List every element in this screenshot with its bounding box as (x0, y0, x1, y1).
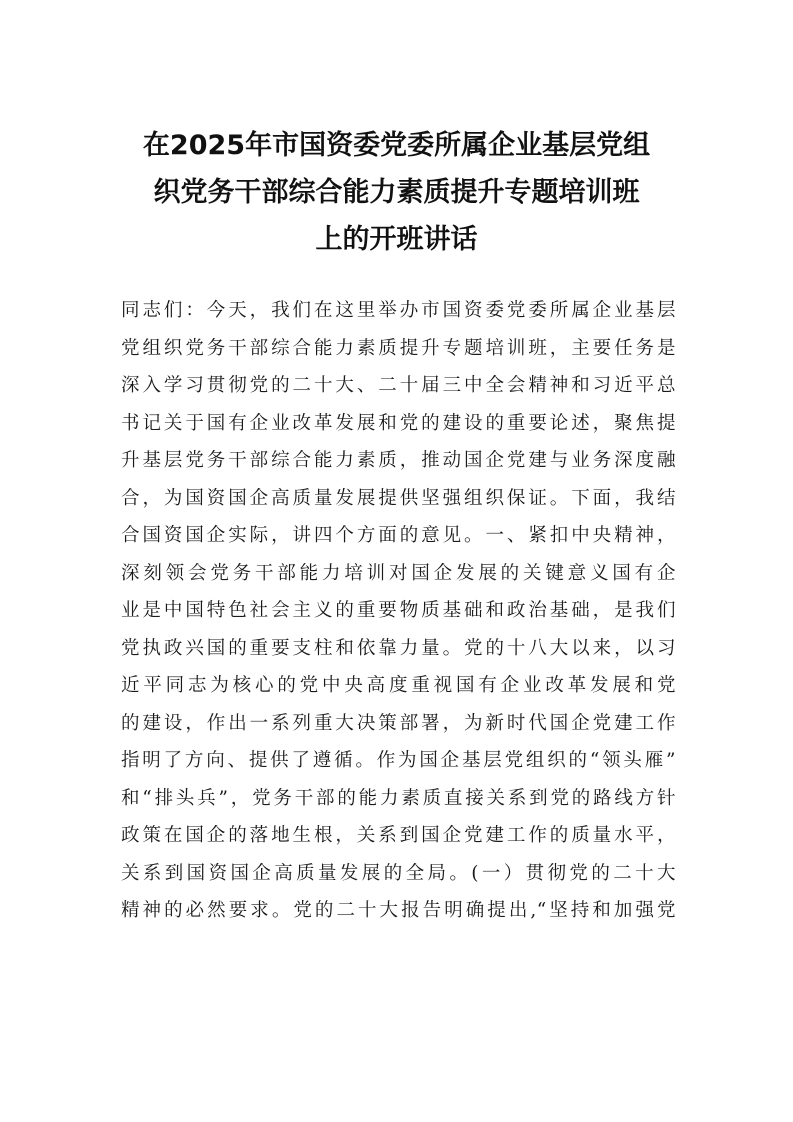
body-line: 的建设，作出一系列重大决策部署，为新时代国企党建工作 (121, 712, 676, 734)
body-line: 政策在国企的落地生根，关系到国企党建工作的质量水平， (121, 825, 676, 846)
body-line: 同志们：今天，我们在这里举办市国资委党委所属企业基层 (121, 300, 676, 321)
speech-body (121, 292, 676, 930)
title-line-3: 上的开班讲话 (315, 224, 478, 255)
title-line-1: 在2025年市国资委党委所属企业基层党组 (142, 130, 651, 161)
body-line: 业是中国特色社会主义的重要物质基础和政治基础，是我们 (121, 600, 676, 621)
document-title (110, 122, 683, 263)
body-line: 合，为国资国企高质量发展提供坚强组织保证。下面，我结 (121, 487, 676, 509)
body-line: 指明了方向、提供了遵循。作为国企基层党组织的“领头雁” (121, 750, 676, 771)
body-line: 近平同志为核心的党中央高度重视国有企业改革发展和党 (121, 675, 676, 696)
body-line: 党组织党务干部综合能力素质提升专题培训班，主要任务是 (121, 337, 676, 359)
body-line: 升基层党务干部综合能力素质，推动国企党建与业务深度融 (121, 450, 676, 471)
body-line: 党执政兴国的重要支柱和依靠力量。党的十八大以来，以习 (121, 637, 676, 659)
body-line: 和“排头兵”，党务干部的能力素质直接关系到党的路线方针 (121, 787, 676, 809)
body-line: 关系到国资国企高质量发展的全局。(一）贯彻党的二十大 (121, 862, 676, 884)
body-line: 深刻领会党务干部能力培训对国企发展的关键意义国有企 (121, 562, 676, 584)
body-line: 深入学习贯彻党的二十大、二十届三中全会精神和习近平总 (121, 375, 676, 396)
title-line-2: 织党务干部综合能力素质提升专题培训班 (153, 177, 640, 208)
body-line: 精神的必然要求。党的二十大报告明确提出,“坚持和加强党 (121, 900, 676, 921)
body-line: 书记关于国有企业改革发展和党的建设的重要论述，聚焦提 (121, 412, 676, 434)
body-line: 合国资国企实际，讲四个方面的意见。一、紧扣中央精神， (121, 525, 676, 546)
